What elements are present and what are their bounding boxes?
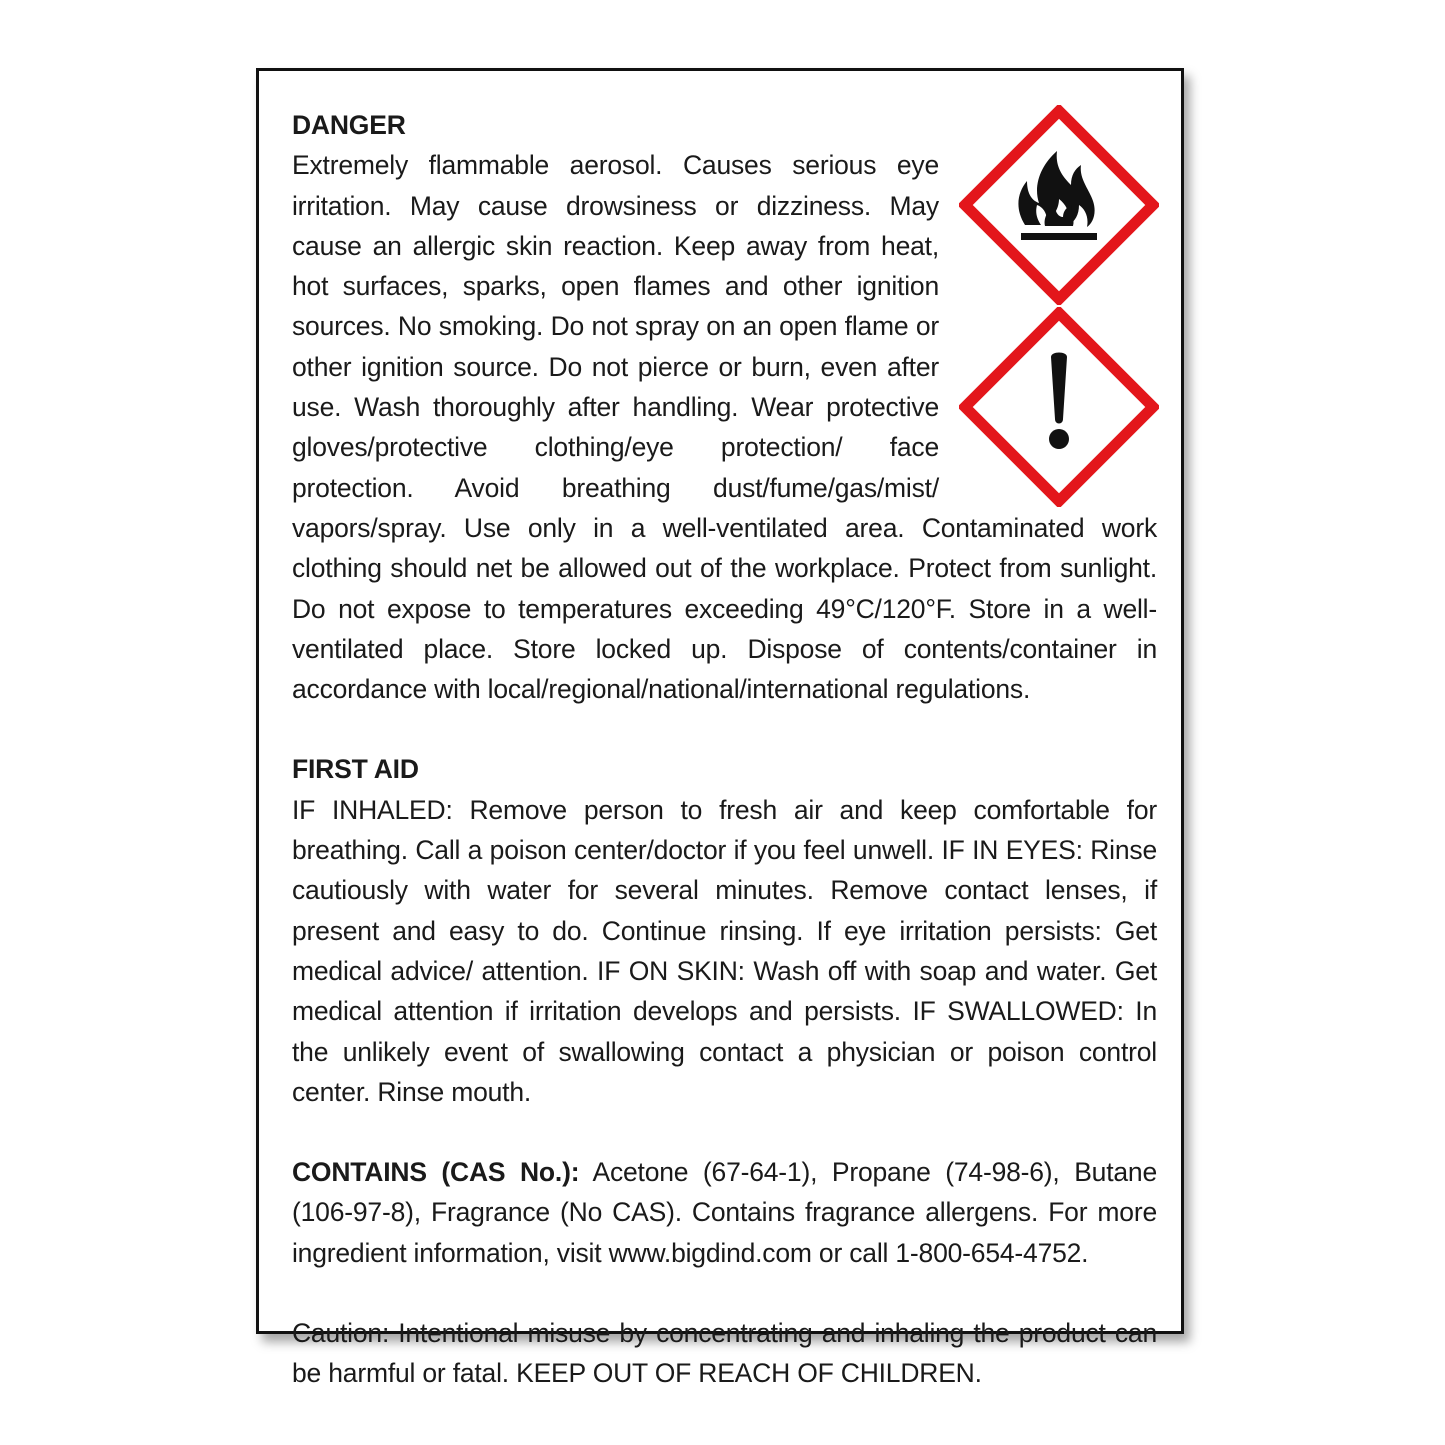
spacer — [292, 709, 1157, 749]
label-content — [292, 105, 1157, 1394]
exclamation-pictogram-icon — [959, 307, 1159, 507]
flame-pictogram-icon — [959, 105, 1159, 305]
danger-heading: DANGER — [292, 110, 406, 140]
first-aid-text: IF INHALED: Remove person to fresh air and keep comfortable for breathing. Call a poison center/doctor if you feel unwell. IF IN EYES: Rinse cautiously with water for several minutes. Remove contact lenses, if present and easy to do. Continue rinsing. If eye irritation persists: Get medical advice/ attention. IF ON SKIN: Wash off with soap and water. Get medical attention if irritation develops and persists. IF SWALLOWED: In the unlikely event of swallowing contact a physician or poison control center. Rinse mouth. — [292, 794, 1157, 1107]
spacer — [292, 1273, 1157, 1313]
danger-text: Extremely flammable aerosol. Causes serious eye irritation. May cause drowsiness or dizziness. May cause an allergic skin reaction. Keep away from heat, hot surfaces, sparks, open flames and other ignition sources. No smoking. Do not spray on an open flame or other ignition source. Do not pierce or burn, even after use. Wash thoroughly after handling. Wear protective gloves/protective clothing/eye protection/ face protection. Avoid breathing dust/fume/gas/mist/ vapors/spray. Use only in a well-ventilated area. Contaminated work clothing should net be allowed out of the workplace. Protect from sunlight. Do not expose to temperatures exceeding 49°C/120°F. Store in a well-ventilated place. Store locked up. Dispose of contents/container in accordance with local/regional/national/international regulations. — [292, 150, 1157, 705]
contains-section — [292, 1152, 1157, 1273]
hazard-pictograms — [959, 105, 1159, 497]
safety-label — [256, 68, 1184, 1389]
first-aid-heading: FIRST AID — [292, 754, 419, 785]
spacer — [292, 1112, 1157, 1152]
contains-label: CONTAINS (CAS No.): — [292, 1157, 580, 1188]
caution-text: Caution: Intentional misuse by concentrating and inhaling the product can be harmful or fatal. KEEP OUT OF REACH OF CHILDREN. — [292, 1318, 1157, 1389]
contains-text: Acetone (67-64-1), Propane (74-98-6), Butane (106-97-8), Fragrance (No CAS). Contains fragrance allergens. For more ingredient information, visit www.bigdind.com or call 1-800-654-4752. — [292, 1157, 1157, 1268]
